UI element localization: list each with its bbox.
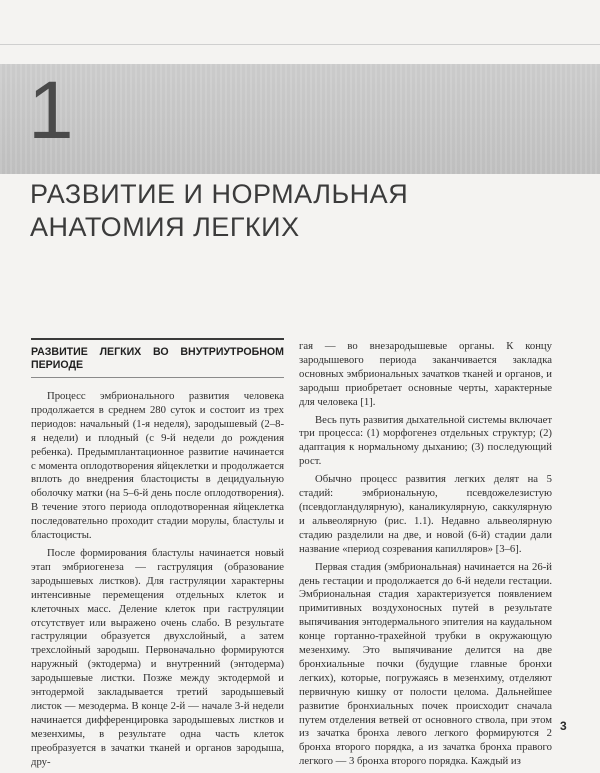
paragraph: Процесс эмбрионального развития человека продолжается в среднем 280 суток и состоит из трех периодов: начальный (1-я неделя), зародышевый (2–8-я недели) и плодный (с 9-й недели до рождения ребенка). Предымплантационное развитие начинается с момента оплодотворения яйцеклетки и продолжается вплоть до внедрения бластоцисты в децидуальную оболочку матки (на 5–6-й день после оплодотворения). В течение этого периода оплодотворенная яйцеклетка последовательно проходит стадии морулы, бластулы и бластоцисты. (31, 390, 284, 542)
paragraph: Весь путь развития дыхательной системы включает три процесса: (1) морфогенез отдельных структур; (2) адаптация к нормальному дыханию; (3) последующий рост. (299, 413, 552, 468)
paragraph: Обычно процесс развития легких делят на 5 стадий: эмбриональную, псевдожелезистую (псевдогландулярную), каналикулярную, саккулярную и альвеолярную (рис. 1.1). Недавно альвеолярную стадию разделили на две, и новой (6-й) стадии дали название «период созревания капилляров» [3–6]. (299, 473, 552, 555)
chapter-number: 1 (28, 65, 74, 156)
paragraph: Первая стадия (эмбриональная) начинается на 26-й день гестации и продолжается до 6-й недели гестации. Эмбриональная стадия характеризуется появлением примитивных воздухоносных путей в результате выпячивания энтодермального эпителия на каудальном конце гортанно-трахейной трубки в окружающую мезенхиму. Это выпячивание делится на две бронхиальные почки (будущие главные бронхи легких), которые, погружаясь в мезенхиму, отделяют первичную кишку от полости целома. Дальнейшее развитие бронхиальных почек происходит сначала путем отделения ветвей от основного ствола, при этом из зачатка бронха левого легкого формируются 2 бронха второго порядка, а из зачатка бронха правого легкого — 3 бронха второго порядка. Каждый из (299, 560, 552, 768)
section-rule-top (31, 338, 284, 340)
top-rule (0, 44, 600, 45)
page-number: 3 (560, 719, 567, 733)
chapter-banner (0, 64, 600, 174)
left-column (31, 338, 284, 773)
right-column (299, 340, 552, 773)
paragraph: После формирования бластулы начинается новый этап эмбриогенеза — гаструляция (образование зародышевых листков). Для гаструляции характерны интенсивные перемещения отдельных клеток и клеточных масс. Деление клеток при гаструляции отсутствует или выражено очень слабо. В результате гаструляции образуется двухслойный, а затем трехслойный зародыш. Первоначально формируются наружный (эктодерма) и внутренний (энтодерма) зародышевые листки. Позже между эктодермой и энтодермой закладывается третий зародышевый листок — мезодерма. В конце 2-й — начале 3-й недели начинается дифференцировка зародышевых листков и мезенхимы, в результате одна часть клеток преобразуется в зачатки тканей и органов зародыша, дру- (31, 546, 284, 768)
section-rule-bottom (31, 377, 284, 378)
section-heading: РАЗВИТИЕ ЛЕГКИХ ВО ВНУТРИУТРОБНОМ ПЕРИОДЕ (31, 346, 284, 371)
chapter-title: РАЗВИТИЕ И НОРМАЛЬНАЯ АНАТОМИЯ ЛЕГКИХ (30, 179, 409, 242)
paragraph: гая — во внезародышевые органы. К концу зародышевого периода заканчивается закладка основных эмбриональных зачатков тканей и органов, и зародыш приобретает основные черты, характерные для человека [1]. (299, 340, 552, 408)
